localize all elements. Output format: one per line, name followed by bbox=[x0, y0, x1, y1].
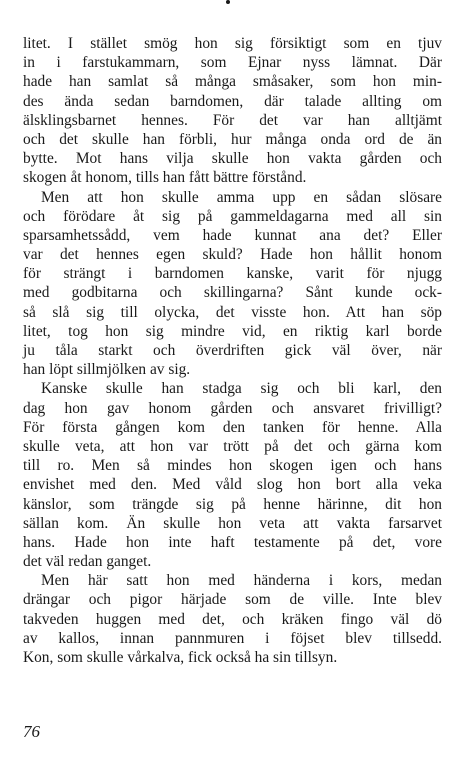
text-line: hans. Hade hon inte haft testamente på det, vore bbox=[23, 533, 442, 551]
text-line: Kanske skulle han stadga sig och bli karl, den bbox=[41, 380, 442, 398]
text-line: med godbitarna och skillingarna? Sånt kunde ock- bbox=[23, 284, 442, 302]
text-line: för strängt i barndomen kanske, varit för njugg bbox=[23, 265, 442, 283]
text-line: känslor, som trängde sig på henne härinne, dit hon bbox=[23, 495, 442, 513]
paragraph bbox=[23, 571, 442, 667]
text-line: älsklingsbarnet hennes. För det var han alltjämt bbox=[23, 111, 442, 129]
text-line: så slå sig till olycka, det visste hon. Att han söp bbox=[23, 303, 442, 321]
text-line: envishet med den. Med våld slog hon bort alla veka bbox=[23, 476, 442, 494]
text-line: det väl redan ganget. bbox=[23, 553, 152, 571]
text-line: skulle veta, att hon var trött på det och gärna kom bbox=[23, 437, 442, 455]
text-line: och förödare åt sig på gammeldagarna med all sin bbox=[23, 207, 442, 225]
paragraph bbox=[23, 34, 442, 188]
text-line: sällan kom. Än skulle hon veta att vakta farsarvet bbox=[23, 514, 442, 532]
text-line: sparsamhetssådd, vem hade kunnat ana det? Eller bbox=[23, 226, 442, 244]
text-line: och det skulle han förbli, hur många onda ord de än bbox=[23, 130, 442, 148]
text-line: av kallos, innan pannmuren i föjset blev tillsedd. bbox=[23, 629, 442, 647]
paragraph bbox=[23, 379, 442, 571]
text-line: takveden huggen med det, och kräken fingo väl dö bbox=[23, 610, 442, 628]
text-line: Men att hon skulle amma upp en sådan slösare bbox=[41, 188, 442, 206]
text-line: ju tåla starkt och överdriften gick väl över, när bbox=[23, 342, 442, 359]
text-line: till ro. Men så mindes hon skogen igen och hans bbox=[23, 457, 442, 475]
text-line: För första gången kom den tanken för henne. Alla bbox=[23, 418, 442, 436]
text-line: des ända sedan barndomen, där talade allting om bbox=[23, 92, 442, 110]
text-line: litet. I stället smög hon sig försiktigt som en tjuv bbox=[23, 35, 442, 52]
text-line: in i farstukammarn, som Ejnar nyss lämnat. Där bbox=[23, 54, 442, 72]
text-line: Kon, som skulle vårkalva, fick också ha sin tillsyn. bbox=[23, 649, 338, 666]
text-line: dag hon gav honom gården och ansvaret frivilligt? bbox=[23, 399, 442, 417]
paragraph bbox=[23, 188, 442, 380]
ink-dot bbox=[226, 0, 230, 4]
text-line: drängar och pigor härjade som de ville. Inte blev bbox=[23, 591, 442, 609]
page-text bbox=[23, 34, 442, 667]
text-line: var det hennes egen skuld? Hade hon hållit honom bbox=[23, 246, 442, 264]
text-line: hade han samlat så många småsaker, som hon min- bbox=[23, 73, 442, 91]
page-number: 76 bbox=[23, 722, 40, 741]
text-line: bytte. Mot hans vilja skulle hon vakta gården och bbox=[23, 150, 442, 168]
text-line: skogen åt honom, tills han fått bättre förstånd. bbox=[23, 169, 307, 187]
text-line: Men här satt hon med händerna i kors, medan bbox=[41, 572, 442, 590]
text-line: han löpt sillmjölken av sig. bbox=[23, 361, 191, 379]
text-line: litet, tog hon sig mindre vid, en riktig karl borde bbox=[23, 322, 442, 340]
